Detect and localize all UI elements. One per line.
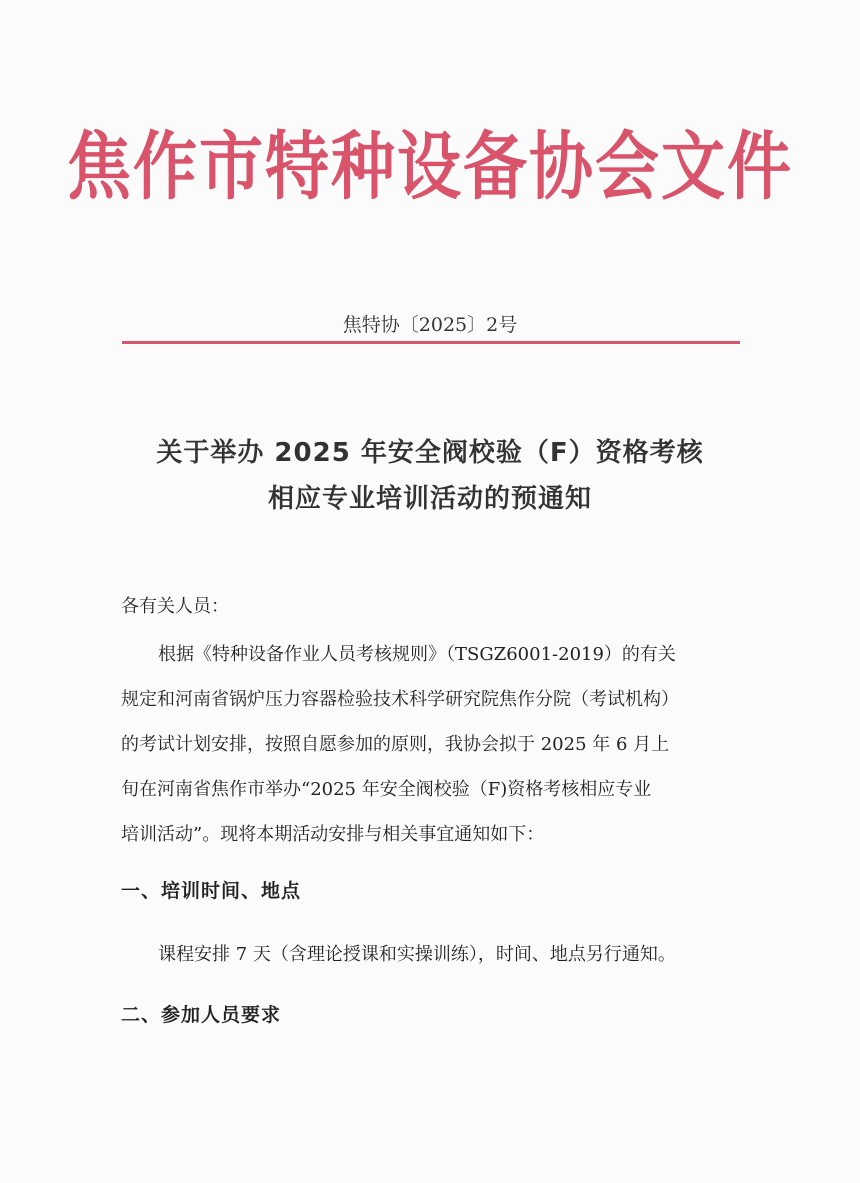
document-number: 焦特协〔2025〕2号 bbox=[342, 314, 518, 336]
body-line-1: 根据《特种设备作业人员考核规则》（TSGZ6001-2019）的有关 bbox=[158, 644, 676, 665]
salutation: 各有关人员： bbox=[121, 596, 229, 617]
body-line-5: 培训活动”。现将本期活动安排与相关事宜通知如下： bbox=[121, 824, 545, 845]
section-2-heading: 二、参加人员要求 bbox=[121, 1004, 282, 1026]
masthead-title: 焦作市特种设备协会文件 bbox=[67, 125, 793, 211]
section-1-text: 课程安排 7 天（含理论授课和实操训练），时间、地点另行通知。 bbox=[158, 944, 676, 965]
red-divider-line bbox=[122, 341, 740, 344]
document-title-line-2: 相应专业培训活动的预通知 bbox=[267, 484, 592, 514]
body-line-4: 旬在河南省焦作市举办“2025 年安全阀校验（F)资格考核相应专业 bbox=[121, 779, 652, 800]
body-line-2: 规定和河南省锅炉压力容器检验技术科学研究院焦作分院（考试机构） bbox=[121, 689, 679, 710]
body-line-3: 的考试计划安排，按照自愿参加的原则，我协会拟于 2025 年 6 月上 bbox=[121, 734, 670, 755]
section-1-heading: 一、培训时间、地点 bbox=[121, 880, 302, 902]
document-title-line-1: 关于举办 2025 年安全阀校验（F）资格考核 bbox=[156, 438, 704, 468]
